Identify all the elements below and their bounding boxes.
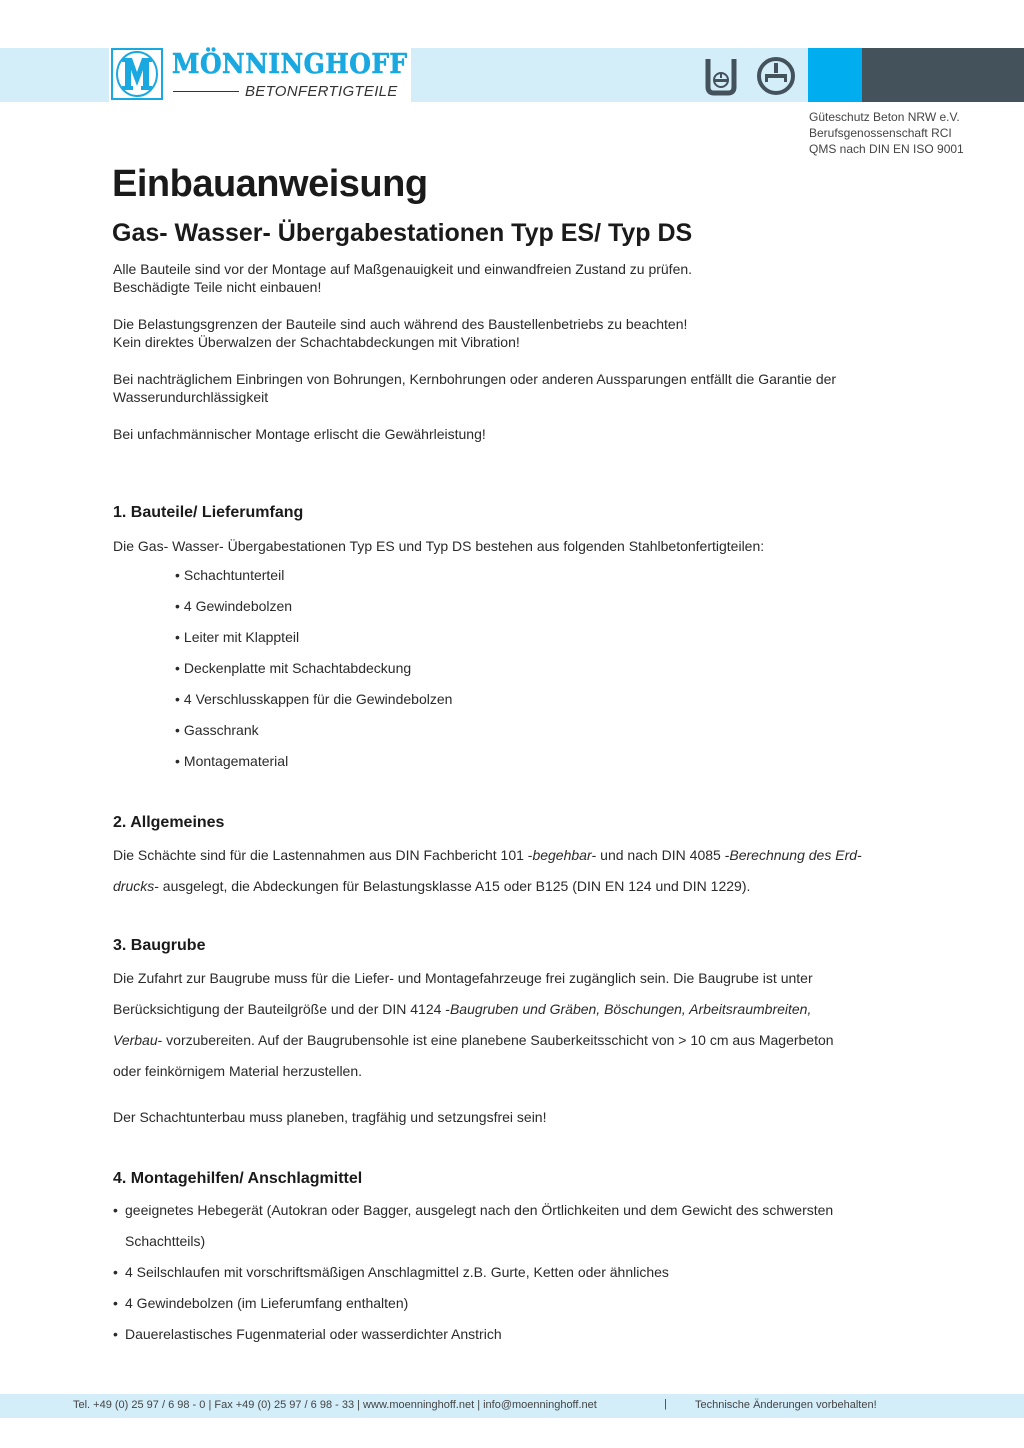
section-2-text xyxy=(113,845,862,907)
section-2-heading: 2. Allgemeines xyxy=(113,814,225,831)
list-item: • Montagematerial xyxy=(175,751,452,782)
text-line: oder feinkörnigem Material herzustellen. xyxy=(113,1063,363,1079)
intro-paragraph xyxy=(113,370,836,406)
text-run: Die Schächte sind für die Lastennahmen aus DIN Fachbericht 101 - xyxy=(113,847,533,863)
text-run-italic: begehbar xyxy=(532,847,592,863)
logo-tagline: BETONFERTIGTEILE xyxy=(245,83,398,100)
text-run: Berücksichtigung der Bauteilgröße und der DIN 4124 - xyxy=(113,1001,450,1017)
text-run: - und nach DIN 4085 - xyxy=(591,847,730,863)
text-line xyxy=(113,845,862,876)
bullet: • xyxy=(113,1202,118,1218)
text-line xyxy=(113,876,862,907)
quality-seal-shaft-icon xyxy=(704,55,738,97)
intro-line: Alle Bauteile sind vor der Montage auf Maßgenauigkeit und einwandfreien Zustand zu prüfen. xyxy=(113,261,693,277)
quality-seal-circle-icon xyxy=(755,55,797,97)
list-item: • Leiter mit Klappteil xyxy=(175,627,452,658)
footer-contact: Tel. +49 (0) 25 97 / 6 98 - 0 | Fax +49 (0) 25 97 / 6 98 - 33 | www.moenninghoff.net | info@moenninghoff.net xyxy=(73,1399,597,1411)
text-run-italic: Baugruben und Gräben, Böschungen, Arbeitsraumbreiten, xyxy=(449,1001,812,1017)
list-item-text: 4 Gewindebolzen (im Lieferumfang enthalten) xyxy=(125,1295,409,1311)
footer-separator: | xyxy=(664,1398,667,1410)
header-accent-dark xyxy=(862,48,1024,102)
logo-m-icon xyxy=(113,50,161,98)
document-title: Einbauanweisung xyxy=(112,163,428,205)
logo-emblem xyxy=(111,48,163,100)
intro-line: Beschädigte Teile nicht einbauen! xyxy=(113,279,322,295)
intro-line: Bei unfachmännischer Montage erlischt die Gewährleistung! xyxy=(113,426,486,442)
intro-line: Bei nachträglichem Einbringen von Bohrungen, Kernbohrungen oder anderen Aussparungen entfällt die Garantie der xyxy=(113,371,837,387)
bullet: • xyxy=(113,1264,118,1280)
list-item: • Gasschrank xyxy=(175,720,452,751)
intro-paragraph xyxy=(113,315,687,351)
text-run-italic: Berechnung des Erd- xyxy=(729,847,862,863)
section-1-text: Die Gas- Wasser- Übergabestationen Typ ES und Typ DS bestehen aus folgenden Stahlbetonfertigteilen: xyxy=(113,538,765,554)
list-item-text: geeignetes Hebegerät (Autokran oder Bagger, ausgelegt nach den Örtlichkeiten und dem Gewicht des schwersten xyxy=(125,1202,834,1218)
list-item: • 4 Verschlusskappen für die Gewindebolzen xyxy=(175,689,452,720)
company-logo xyxy=(109,47,411,103)
logo-divider-line xyxy=(173,91,239,92)
intro-paragraph xyxy=(113,260,692,296)
footer-band xyxy=(0,1394,1024,1418)
section-1-parts-list xyxy=(175,565,452,782)
text-run-italic: Verbau xyxy=(113,1032,158,1048)
section-3-heading: 3. Baugrube xyxy=(113,937,206,954)
list-item xyxy=(113,1324,833,1355)
intro-paragraph xyxy=(113,425,486,443)
intro-line: Kein direktes Überwalzen der Schachtabdeckungen mit Vibration! xyxy=(113,334,520,350)
text-run: - ausgelegt, die Abdeckungen für Belastungsklasse A15 oder B125 (DIN EN 124 und DIN 1229). xyxy=(154,878,751,894)
text-line: Die Zufahrt zur Baugrube muss für die Liefer- und Montagefahrzeuge frei zugänglich sein. Die Baugrube ist unter xyxy=(113,970,813,986)
list-item: • Deckenplatte mit Schachtabdeckung xyxy=(175,658,452,689)
list-item: • Schachtunterteil xyxy=(175,565,452,596)
certifications xyxy=(809,109,964,157)
certification-line: QMS nach DIN EN ISO 9001 xyxy=(809,142,964,156)
list-item-text: Dauerelastisches Fugenmaterial oder wasserdichter Anstrich xyxy=(125,1326,502,1342)
text-line xyxy=(113,999,834,1030)
header-accent-blue xyxy=(808,48,862,102)
list-item xyxy=(113,1293,833,1324)
text-run: - vorzubereiten. Auf der Baugrubensohle ist eine planebene Sauberkeitsschicht von > 10 cm aus Magerbeton xyxy=(157,1032,834,1048)
text-run-italic: drucks xyxy=(113,878,155,894)
text-line xyxy=(113,1030,834,1061)
certification-line: Berufsgenossenschaft RCI xyxy=(809,126,952,140)
section-4-list xyxy=(113,1200,833,1355)
bullet: • xyxy=(113,1326,118,1342)
section-3-text xyxy=(113,968,834,1092)
intro-line: Die Belastungsgrenzen der Bauteile sind auch während des Baustellenbetriebs zu beachten! xyxy=(113,316,688,332)
list-item xyxy=(113,1200,833,1231)
document-subtitle: Gas- Wasser- Übergabestationen Typ ES/ Typ DS xyxy=(112,219,693,247)
footer-note: Technische Änderungen vorbehalten! xyxy=(695,1399,877,1411)
section-1-heading: 1. Bauteile/ Lieferumfang xyxy=(113,504,304,521)
intro-line: Wasserundurchlässigkeit xyxy=(113,389,269,405)
list-item: • 4 Gewindebolzen xyxy=(175,596,452,627)
section-4-heading: 4. Montagehilfen/ Anschlagmittel xyxy=(113,1170,363,1187)
list-item xyxy=(113,1262,833,1293)
section-3-note: Der Schachtunterbau muss planeben, tragfähig und setzungsfrei sein! xyxy=(113,1109,547,1125)
bullet: • xyxy=(113,1295,118,1311)
certification-line: Güteschutz Beton NRW e.V. xyxy=(809,110,960,124)
list-item-text: 4 Seilschlaufen mit vorschriftsmäßigen Anschlagmittel z.B. Gurte, Ketten oder ähnliches xyxy=(125,1264,669,1280)
list-item-continuation: Schachtteils) xyxy=(125,1233,206,1249)
logo-company-name: MÖNNINGHOFF xyxy=(172,49,408,80)
